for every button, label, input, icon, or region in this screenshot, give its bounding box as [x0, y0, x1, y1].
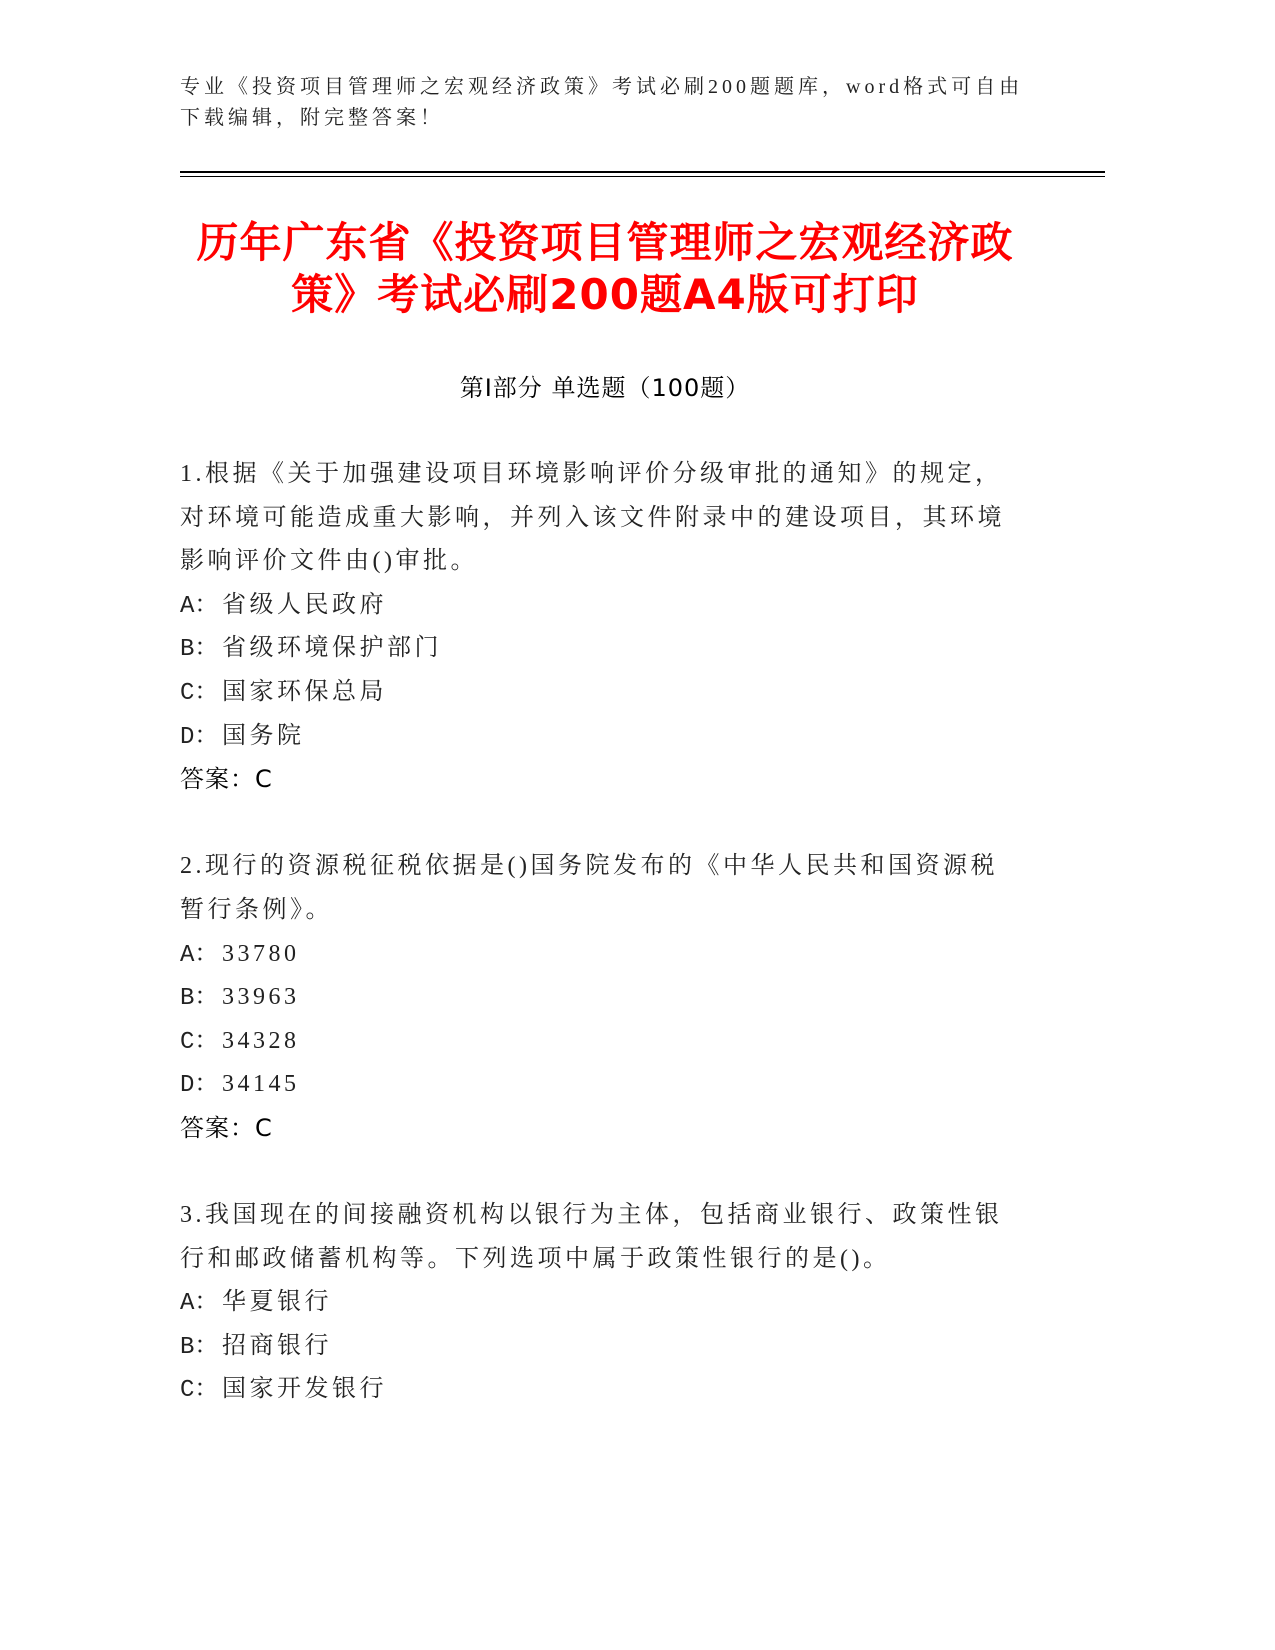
- answer-value: C: [255, 765, 273, 794]
- option-label: A：: [180, 941, 219, 969]
- document-header: [180, 72, 1080, 134]
- option-text: 33963: [222, 984, 300, 1011]
- question-stem-line: 2.现行的资源税征税依据是()国务院发布的《中华人民共和国资源税: [180, 853, 998, 880]
- question-stem-line: 1.根据《关于加强建设项目环境影响评价分级审批的通知》的规定，: [180, 461, 1003, 487]
- question-1: [180, 453, 1080, 802]
- title-line: 历年广东省《投资项目管理师之宏观经济政: [196, 218, 1014, 267]
- option-a: [180, 1281, 1080, 1325]
- option-a: [180, 584, 1080, 628]
- option-d: [180, 715, 1080, 759]
- option-label: B：: [180, 636, 219, 664]
- answer-label: 答案：: [180, 1113, 255, 1142]
- answer-line: [180, 758, 1080, 802]
- option-label: A：: [180, 592, 219, 620]
- header-line: 专业《投资项目管理师之宏观经济政策》考试必刷200题题库，word格式可自由: [180, 76, 1024, 98]
- header-line: 下载编辑，附完整答案！: [180, 107, 444, 129]
- option-label: C：: [180, 679, 219, 707]
- option-label: D：: [180, 723, 219, 751]
- option-b: [180, 627, 1080, 671]
- section-heading: 第Ⅰ部分 单选题（100题）: [459, 374, 751, 402]
- title-line: 策》考试必刷200题A4版可打印: [291, 270, 919, 319]
- question-stem-line: 3.我国现在的间接融资机构以银行为主体，包括商业银行、政策性银: [180, 1202, 1003, 1229]
- option-text: 国家环保总局: [222, 678, 387, 705]
- answer-label: 答案：: [180, 765, 255, 794]
- option-label: A：: [180, 1290, 219, 1318]
- option-c: [180, 1020, 1080, 1064]
- option-b: [180, 976, 1080, 1020]
- option-text: 省级环境保护部门: [222, 635, 442, 662]
- question-list: [180, 453, 1080, 1456]
- option-text: 华夏银行: [222, 1289, 332, 1316]
- option-text: 国家开发银行: [222, 1376, 387, 1403]
- question-stem-line: 影响评价文件由()审批。: [180, 548, 478, 575]
- option-text: 34145: [222, 1071, 300, 1098]
- option-b: [180, 1325, 1080, 1369]
- option-label: C：: [180, 1377, 219, 1405]
- option-c: [180, 671, 1080, 715]
- document-title: [180, 217, 1030, 321]
- question-stem-line: 对环境可能造成重大影响，并列入该文件附录中的建设项目，其环境: [180, 504, 1005, 531]
- option-d: [180, 1063, 1080, 1107]
- question-3: [180, 1194, 1080, 1412]
- option-label: B：: [180, 1333, 219, 1361]
- option-c: [180, 1368, 1080, 1412]
- option-label: D：: [180, 1072, 219, 1100]
- answer-line: [180, 1107, 1080, 1151]
- option-label: B：: [180, 985, 219, 1013]
- option-a: [180, 933, 1080, 977]
- option-text: 省级人民政府: [222, 591, 387, 618]
- option-label: C：: [180, 1028, 219, 1056]
- answer-value: C: [255, 1113, 273, 1142]
- question-stem-line: 暂行条例》。: [180, 896, 333, 923]
- option-text: 招商银行: [222, 1332, 332, 1359]
- question-stem-line: 行和邮政储蓄机构等。下列选项中属于政策性银行的是()。: [180, 1245, 891, 1272]
- option-text: 34328: [222, 1027, 300, 1054]
- option-text: 国务院: [222, 722, 305, 749]
- question-2: [180, 845, 1080, 1150]
- double-rule-divider: [180, 171, 1105, 177]
- option-text: 33780: [222, 940, 300, 967]
